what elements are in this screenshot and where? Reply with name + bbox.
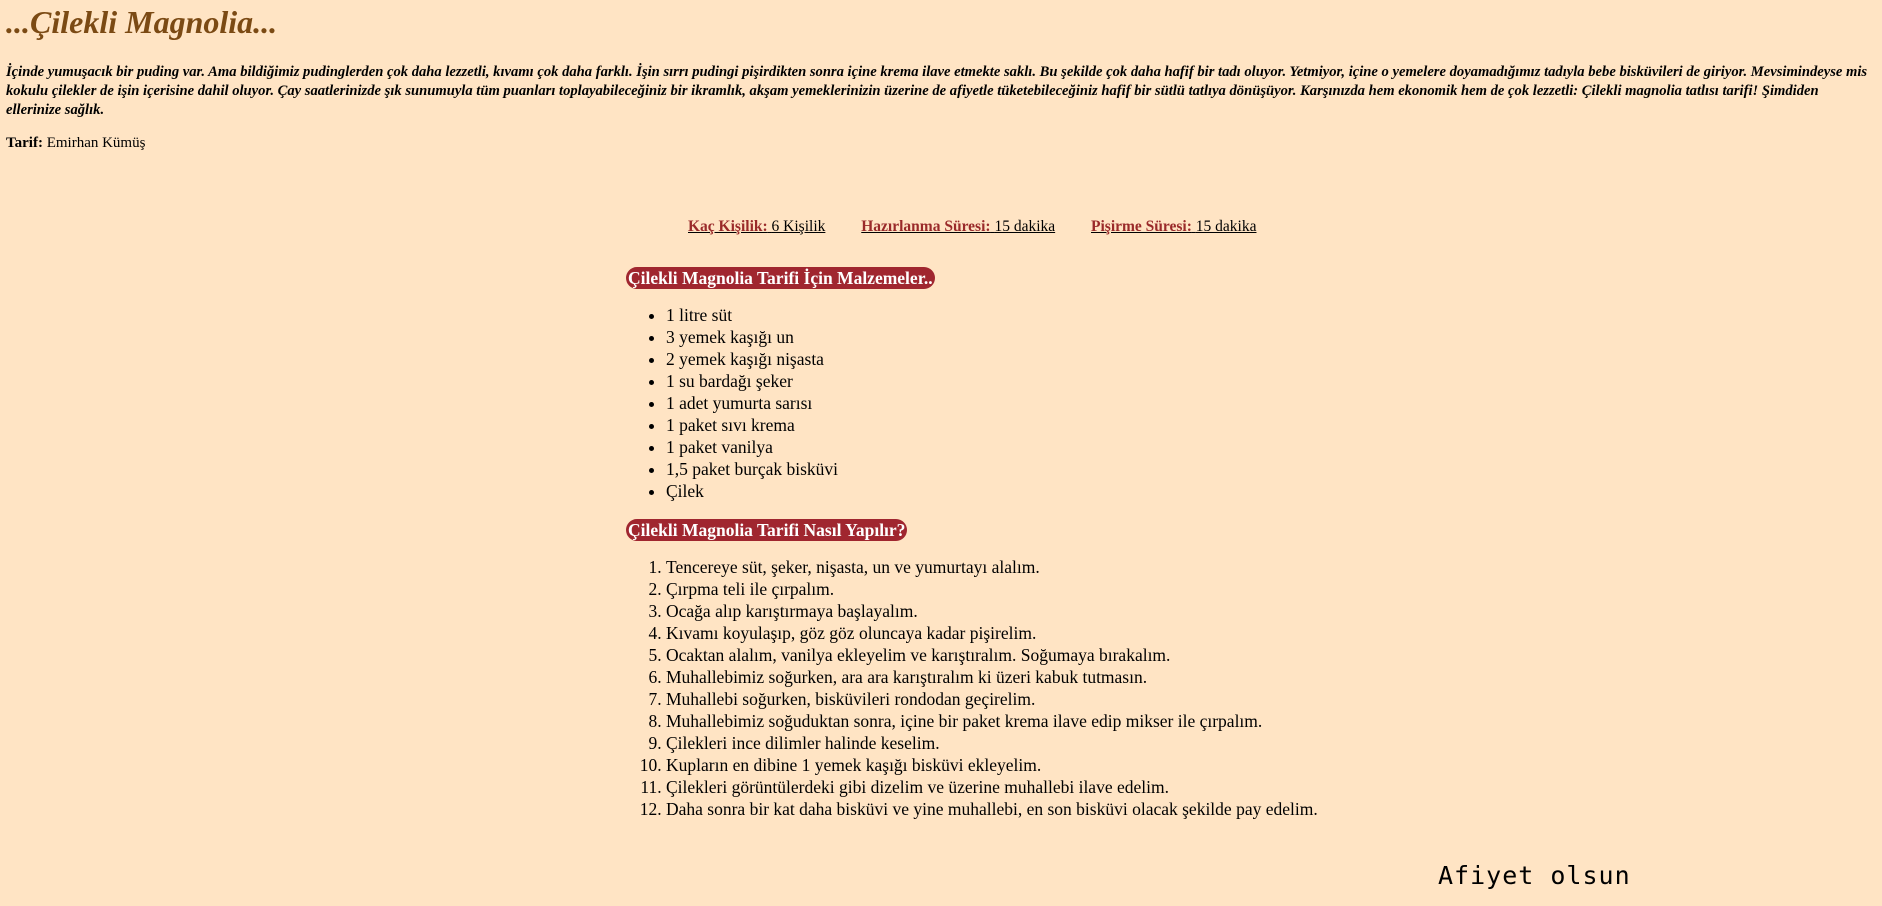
ingredient-item: • 1 litre süt	[666, 304, 838, 326]
servings-info	[688, 218, 825, 236]
prep-time-label: Hazırlanma Süresi:	[861, 218, 991, 235]
ingredient-item: • 1 paket vanilya	[666, 436, 838, 458]
servings-value: 6 Kişilik	[771, 218, 826, 235]
servings-label: Kaç Kişilik:	[688, 218, 768, 235]
step-item: 5. Ocaktan alalım, vanilya ekleyelim ve karıştıralım. Soğumaya bırakalım.	[666, 644, 1318, 666]
cook-time-info	[1091, 218, 1256, 236]
step-item: 11. Çilekleri görüntülerdeki gibi dizelim ve üzerine muhallebi ilave edelim.	[666, 776, 1318, 798]
step-item: 9. Çilekleri ince dilimler halinde keselim.	[666, 732, 1318, 754]
steps-heading: Çilekli Magnolia Tarifi Nasıl Yapılır?	[628, 520, 906, 540]
ingredients-list	[626, 304, 838, 502]
ingredient-item: • 1 paket sıvı krema	[666, 414, 838, 436]
closing-text: Afiyet olsun	[1438, 861, 1631, 890]
step-item: 2. Çırpma teli ile çırpalım.	[666, 578, 1318, 600]
ingredient-item: • 1,5 paket burçak bisküvi	[666, 458, 838, 480]
step-item: 12. Daha sonra bir kat daha bisküvi ve yine muhallebi, en son bisküvi olacak şekilde pay edelim.	[666, 798, 1318, 820]
intro-paragraph: İçinde yumuşacık bir puding var. Ama bildiğimiz pudinglerden çok daha lezzetli, kıvamı çok daha farklı. İşin sırrı pudingi pişirdikten sonra içine krema ilave etmekte saklı. Bu şekilde çok daha hafif bir tadı oluyor. Yetmiyor, içine o yemelere doyamadığımız tadıyla bebe bisküvileri de giriyor. Mevsimindeyse mis kokulu çilekler de işin içerisine dahil oluyor. Çay saatlerinizde şık sunumuyla tüm puanları toplayabileceğiniz bir ikramlık, akşam yemeklerinizin üzerine de afiyetle tüketebileceğiniz hafif bir sütlü tatlıya dönüşüyor. Karşınızda hem ekonomik hem de çok lezzetli: Çilekli magnolia tatlısı tarifi! Şimdiden ellerinize sağlık.	[6, 64, 1868, 118]
ingredient-item: • 2 yemek kaşığı nişasta	[666, 348, 838, 370]
prep-time-value: 15 dakika	[994, 218, 1056, 235]
page-title: ...Çilekli Magnolia...	[6, 4, 278, 40]
step-item: 6. Muhallebimiz soğurken, ara ara karıştıralım ki üzeri kabuk tutmasın.	[666, 666, 1318, 688]
step-item: 1. Tencereye süt, şeker, nişasta, un ve yumurtayı alalım.	[666, 556, 1318, 578]
ingredient-item: • Çilek	[666, 480, 838, 502]
author-line	[6, 135, 145, 152]
step-item: 4. Kıvamı koyulaşıp, göz göz oluncaya kadar pişirelim.	[666, 622, 1318, 644]
ingredient-item: • 3 yemek kaşığı un	[666, 326, 838, 348]
step-item: 10. Kupların en dibine 1 yemek kaşığı bisküvi ekleyelim.	[666, 754, 1318, 776]
step-item: 7. Muhallebi soğurken, bisküvileri rondodan geçirelim.	[666, 688, 1318, 710]
step-item: 3. Ocağa alıp karıştırmaya başlayalım.	[666, 600, 1318, 622]
author-name: Emirhan Kümüş	[46, 135, 146, 151]
step-item: 8. Muhallebimiz soğuduktan sonra, içine bir paket krema ilave edip mikser ile çırpalım.	[666, 710, 1318, 732]
ingredient-item: • 1 adet yumurta sarısı	[666, 392, 838, 414]
ingredient-item: • 1 su bardağı şeker	[666, 370, 838, 392]
steps-list	[626, 556, 1318, 820]
prep-time-info	[861, 218, 1055, 236]
ingredients-heading: Çilekli Magnolia Tarifi İçin Malzemeler..	[628, 268, 933, 288]
cook-time-label: Pişirme Süresi:	[1091, 218, 1192, 235]
recipe-meta	[688, 218, 1288, 236]
author-label: Tarif:	[6, 135, 43, 151]
cook-time-value: 15 dakika	[1195, 218, 1257, 235]
